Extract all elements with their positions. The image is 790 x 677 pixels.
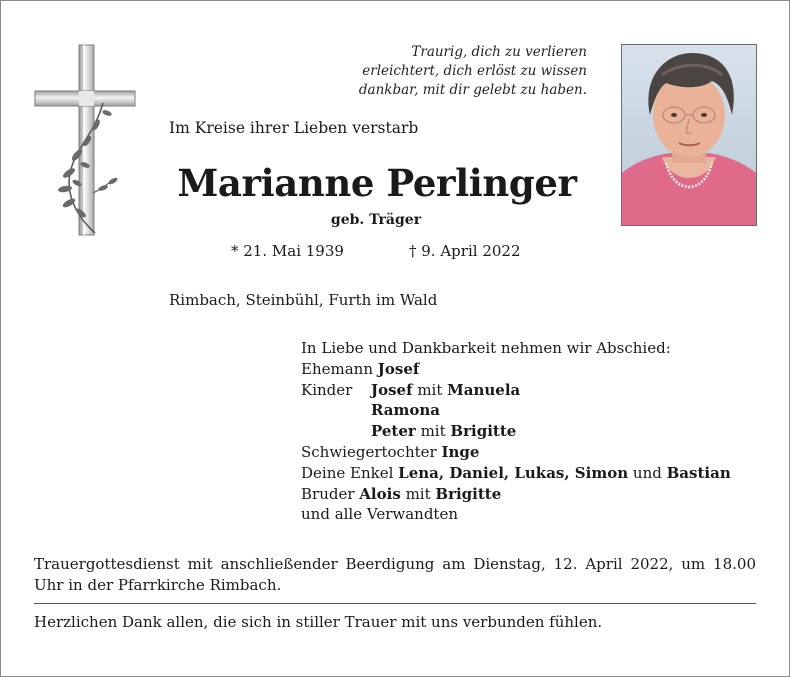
deceased-name: Marianne Perlinger [177, 161, 577, 205]
thanks-text: Herzlichen Dank allen, die sich in stiller Trauer mit uns verbunden fühlen. [34, 613, 603, 631]
child-name: Josef [371, 380, 413, 399]
mourner-row-child [301, 421, 731, 442]
mourner-row-brother [301, 484, 731, 505]
children-label [301, 380, 371, 401]
birth-date: * 21. Mai 1939 [231, 242, 344, 260]
child-partner-name: Manuela [447, 380, 521, 399]
mourners-heading [301, 338, 731, 359]
mourners-heading-text: In Liebe und Dankbarkeit nehmen wir Abschied: [301, 339, 671, 357]
mourner-row-relatives [301, 504, 731, 525]
child-name: Ramona [371, 401, 441, 420]
mourner-row-grandchildren [301, 463, 731, 484]
husband-name: Josef [377, 359, 420, 378]
mourners-list [301, 338, 731, 525]
brother-partner-name: Brigitte [435, 484, 502, 503]
daughter-in-law-label: Schwiegertochter [301, 442, 437, 461]
intro-text: Im Kreise ihrer Lieben verstarb [169, 119, 419, 137]
mourner-row-daughter-in-law [301, 442, 731, 463]
quote [271, 43, 587, 100]
mourner-row-husband [301, 359, 731, 380]
mourner-row-child [301, 400, 731, 421]
grandchild-name: Bastian [666, 463, 731, 482]
grandchildren-label: Deine Enkel [301, 463, 394, 482]
connector-with: mit [417, 380, 443, 399]
relatives-text: und alle Verwandten [301, 505, 458, 524]
quote-line: dankbar, mit dir gelebt zu haben. [358, 82, 587, 98]
maiden-name: geb. Träger [330, 212, 422, 228]
portrait-photo [621, 44, 757, 226]
child-partner-name: Brigitte [450, 422, 517, 441]
quote-line: erleichtert, dich erlöst zu wissen [362, 63, 587, 79]
cross-icon [33, 43, 139, 238]
mourner-row-children [301, 380, 731, 401]
funeral-service-text: Trauergottesdienst mit anschließender Beerdigung am Dienstag, 12. April 2022, um 18.00 Uhr in der Pfarrkirche Rimbach. [34, 555, 756, 594]
brother-label: Bruder [301, 484, 355, 503]
divider [34, 603, 756, 604]
brother-name: Alois [359, 484, 401, 503]
children-label-text: Kinder [301, 380, 353, 399]
connector-and: und [632, 463, 662, 482]
places: Rimbach, Steinbühl, Furth im Wald [169, 291, 438, 309]
connector-with: mit [405, 484, 431, 503]
husband-label: Ehemann [301, 359, 373, 378]
child-name: Peter [371, 422, 416, 441]
connector-with: mit [420, 422, 446, 441]
quote-line: Traurig, dich zu verlieren [411, 44, 587, 60]
grandchildren-names: Lena, Daniel, Lukas, Simon [398, 463, 629, 482]
death-date: † 9. April 2022 [409, 242, 521, 260]
daughter-in-law-name: Inge [441, 442, 480, 461]
